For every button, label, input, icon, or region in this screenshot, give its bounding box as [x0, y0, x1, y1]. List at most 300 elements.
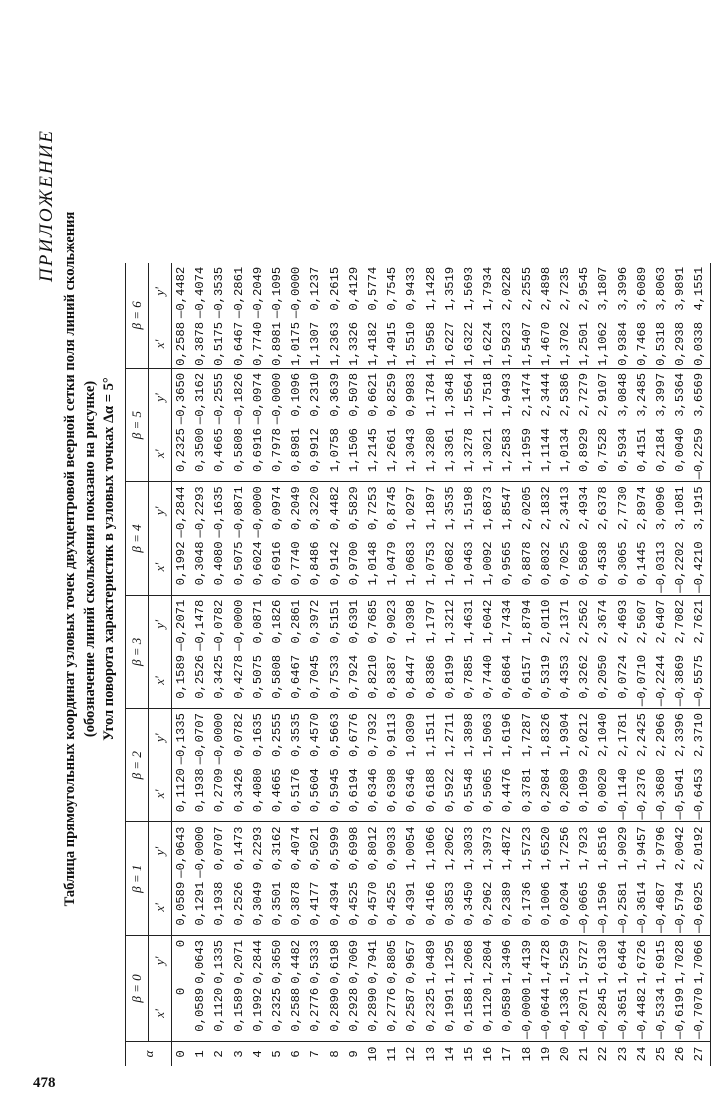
x-cell: 0,4476 — [498, 766, 517, 822]
x-cell: 0,8386 — [422, 653, 441, 709]
appendix-title: ПРИЛОЖЕНИЕ — [36, 129, 57, 282]
x-cell: 0,2587 — [402, 986, 421, 1042]
alpha-cell: 0 — [172, 1042, 192, 1067]
x-cell: 0,2389 — [498, 880, 517, 936]
x-cell: 0,8878 — [518, 539, 537, 595]
x-cell: 1,2661 — [383, 426, 402, 482]
alpha-cell: 16 — [479, 1042, 498, 1067]
x-cell: 0,7924 — [345, 653, 364, 709]
x-cell: 0,1736 — [518, 880, 537, 936]
alpha-cell: 5 — [268, 1042, 287, 1067]
y-cell: 0,7253 — [366, 486, 381, 531]
y-cell: 0,1635 — [250, 713, 265, 757]
x-cell: 0,5922 — [441, 766, 460, 822]
x-cell: 0,5945 — [326, 766, 345, 822]
y-cell: 1,3648 — [442, 372, 457, 417]
y-cell: 2,6378 — [596, 486, 611, 531]
y-cell: 2,1832 — [538, 486, 553, 531]
y-cell: 1,1428 — [423, 266, 438, 311]
table-row — [249, 263, 268, 1066]
x-cell: 0,7440 — [479, 653, 498, 709]
y-cell: 1,5259 — [558, 939, 573, 984]
alpha-cell: 14 — [441, 1042, 460, 1067]
x-cell: 0,6346 — [402, 766, 421, 822]
x-cell: 1,1307 — [306, 320, 325, 368]
y-cell: 3,3997 — [654, 372, 669, 417]
x-cell: —0,2581 — [614, 880, 633, 936]
y-cell: 1,1066 — [423, 826, 438, 871]
y-cell: 2,7621 — [690, 595, 710, 653]
y-cell: 1,6042 — [481, 599, 496, 644]
x-cell: —0,3869 — [671, 653, 690, 709]
y-cell: —0,0000 — [193, 826, 208, 878]
x-cell: 0,1445 — [633, 539, 652, 595]
x-cell: 0,6024 — [249, 539, 268, 595]
x-cell: —0,1140 — [614, 766, 633, 822]
table-caption-line-3: Угол поворота характеристик в узловых точках Δα = 5° — [101, 377, 117, 741]
y-cell: 0,5021 — [308, 826, 323, 871]
y-cell: 2,3674 — [596, 599, 611, 644]
y-cell: 2,9545 — [577, 266, 592, 311]
x-cell: 0,1120 — [210, 986, 229, 1042]
x-cell: —0,5575 — [690, 653, 710, 709]
y-cell: 0,9657 — [404, 939, 419, 984]
x-cell: 0,6864 — [498, 653, 517, 709]
x-cell: 0,3501 — [268, 880, 287, 936]
y-cell: 1,7028 — [673, 939, 688, 984]
x-cell: 0,8981 — [287, 426, 306, 482]
x-cell: 1,4915 — [383, 320, 402, 368]
y-cell: 0,7545 — [385, 266, 400, 311]
alpha-cell: 11 — [383, 1042, 402, 1067]
x-cell: 0,7533 — [326, 653, 345, 709]
x-cell: 0,5548 — [460, 766, 479, 822]
y-cell: —0,0000 — [289, 266, 304, 318]
y-cell: 0,1335 — [212, 939, 227, 984]
y-cell: 0,7932 — [366, 713, 381, 757]
y-cell: 1,9029 — [615, 826, 630, 871]
x-cell: 1,3280 — [422, 426, 441, 482]
y-cell: 0,2555 — [270, 713, 285, 757]
table-caption-line-1: Таблица прямоугольных координат узловых точек двухцентровой веерной сетки поля линий скольжения — [62, 211, 78, 907]
y-cell: 2,8974 — [634, 486, 649, 531]
x-cell: 0,0020 — [594, 766, 613, 822]
y-cell: 3,8063 — [654, 266, 669, 311]
x-cell: 0,3853 — [441, 880, 460, 936]
x-cell: 0,6916 — [268, 539, 287, 595]
table-row — [210, 263, 229, 1066]
alpha-cell: 19 — [537, 1042, 556, 1067]
y-cell: —0,3162 — [193, 372, 208, 425]
y-cell: 2,1781 — [615, 713, 630, 757]
x-cell: 0,1291 — [191, 880, 210, 936]
x-cell: 1,4670 — [537, 320, 556, 368]
page-number: 478 — [33, 1075, 56, 1091]
y-cell: 3,1807 — [596, 266, 611, 311]
y-cell: 1,5063 — [481, 713, 496, 757]
x-cell: 0,0589 — [172, 880, 192, 936]
y-cell: 2,0042 — [673, 826, 688, 871]
x-cell: 0,1991 — [441, 986, 460, 1042]
x-cell: 0,1006 — [537, 880, 556, 936]
y-cell: 0,4482 — [327, 486, 342, 531]
alpha-cell: 23 — [614, 1042, 633, 1067]
y-cell: 2,3396 — [673, 713, 688, 757]
x-cell: 0,6916 — [249, 426, 268, 482]
y-cell: 3,6569 — [690, 368, 710, 426]
y-cell: 0,6198 — [327, 939, 342, 984]
x-cell: 0,1589 — [172, 653, 192, 709]
x-cell: 0,1120 — [172, 766, 192, 822]
y-cell: 0,4482 — [289, 939, 304, 984]
x-cell: 1,0092 — [479, 539, 498, 595]
y-cell: 0,5663 — [327, 713, 342, 757]
x-cell: 0,7025 — [556, 539, 575, 595]
x-cell: 1,0753 — [422, 539, 441, 595]
y-cell: —0,1095 — [270, 266, 285, 318]
y-cell: 0,5774 — [366, 266, 381, 311]
x-cell: —0,4210 — [690, 539, 710, 595]
table-row — [268, 263, 287, 1066]
y-cell: —0,0643 — [174, 826, 188, 878]
alpha-cell: 17 — [498, 1042, 517, 1067]
x-cell: 0,8032 — [537, 539, 556, 595]
y-cell: —0,2555 — [212, 372, 227, 425]
x-cell: —0,2202 — [671, 539, 690, 595]
y-cell: 0,5333 — [308, 939, 323, 984]
x-cell: 0,5318 — [652, 320, 671, 368]
x-cell: 0,1099 — [575, 766, 594, 822]
xy-header-row — [149, 263, 172, 1066]
y-cell: 0,3972 — [308, 599, 323, 644]
x-cell: 1,0479 — [383, 539, 402, 595]
x-cell: 0,4080 — [249, 766, 268, 822]
table-row — [422, 263, 441, 1066]
y-cell: 1,8516 — [596, 826, 611, 871]
x-column-header: x' — [149, 539, 172, 595]
y-cell: 1,6873 — [481, 486, 496, 531]
x-cell: 0,7740 — [287, 539, 306, 595]
x-cell: —0,2244 — [652, 653, 671, 709]
y-cell: 1,9304 — [558, 713, 573, 757]
x-cell: 0,8199 — [441, 653, 460, 709]
x-cell: 0,9142 — [326, 539, 345, 595]
x-cell: 1,6322 — [460, 320, 479, 368]
x-cell: 0,5075 — [230, 539, 249, 595]
x-cell: 0,0589 — [498, 986, 517, 1042]
y-cell: 1,7287 — [519, 713, 534, 757]
table-row — [594, 263, 613, 1066]
beta-header-4: β = 4 — [126, 482, 149, 595]
x-cell: —0,0665 — [575, 880, 594, 936]
y-cell: 1,3535 — [442, 486, 457, 531]
x-cell: —0,6199 — [671, 986, 690, 1042]
y-cell: —0,3650 — [174, 372, 188, 425]
y-cell: —0,0782 — [212, 599, 227, 651]
y-cell: 2,7235 — [558, 266, 573, 311]
x-cell: —0,2071 — [575, 986, 594, 1042]
table-row — [326, 263, 345, 1066]
x-cell: 0,5860 — [575, 539, 594, 595]
table-row — [402, 263, 421, 1066]
alpha-cell: 24 — [633, 1042, 652, 1067]
x-cell: 1,2583 — [498, 426, 517, 482]
beta-header-0: β = 0 — [126, 935, 149, 1041]
x-cell: 1,3326 — [345, 320, 364, 368]
y-cell: 2,5607 — [634, 599, 649, 644]
x-cell: 1,0682 — [441, 539, 460, 595]
x-cell: 0,2588 — [172, 320, 192, 368]
y-cell: 1,0398 — [404, 599, 419, 644]
y-cell: 3,6089 — [634, 266, 649, 311]
alpha-cell: 6 — [287, 1042, 306, 1067]
x-cell: 0,3878 — [287, 880, 306, 936]
y-cell: 0,6776 — [346, 713, 361, 757]
y-cell: 0,0871 — [250, 599, 265, 644]
x-cell: —0,5041 — [671, 766, 690, 822]
y-cell: 1,8794 — [519, 599, 534, 644]
y-cell: 0,4570 — [308, 713, 323, 757]
table-row — [518, 263, 537, 1066]
x-cell: 0,9912 — [306, 426, 325, 482]
y-cell: 0,2615 — [327, 266, 342, 311]
y-cell: —0,2293 — [193, 486, 208, 538]
y-cell: 1,1295 — [442, 939, 457, 984]
y-cell: —0,0000 — [250, 486, 265, 538]
y-cell: 1,7923 — [577, 826, 592, 871]
alpha-cell: 4 — [249, 1042, 268, 1067]
y-cell: 1,0297 — [404, 486, 419, 531]
y-cell: —0,0000 — [231, 599, 246, 651]
x-cell: 0,3262 — [575, 653, 594, 709]
y-cell: 3,0096 — [654, 486, 669, 531]
x-cell: 0,4665 — [210, 426, 229, 482]
x-cell: 0,7528 — [594, 426, 613, 482]
x-cell: —0,2845 — [594, 986, 613, 1042]
y-cell: 1,6915 — [654, 939, 669, 984]
x-cell: 0,2890 — [326, 986, 345, 1042]
y-cell: 2,2562 — [577, 599, 592, 644]
y-cell: 0,8805 — [385, 939, 400, 984]
x-cell: 0,4525 — [383, 880, 402, 936]
x-cell: 0,2089 — [556, 766, 575, 822]
y-cell: 0,3162 — [270, 826, 285, 871]
y-cell: —0,2861 — [231, 266, 246, 318]
alpha-cell: 10 — [364, 1042, 383, 1067]
x-cell: 0,2984 — [537, 766, 556, 822]
y-cell: 2,5386 — [558, 372, 573, 417]
y-cell: 0,8745 — [385, 486, 400, 531]
x-cell: 0,6398 — [383, 766, 402, 822]
x-cell: 1,6224 — [479, 320, 498, 368]
y-cell: 3,1915 — [690, 482, 710, 540]
y-cell: 1,7518 — [481, 372, 496, 417]
y-cell: —0,3535 — [212, 266, 227, 318]
x-cell: 1,1959 — [518, 426, 537, 482]
x-cell: 0,6157 — [518, 653, 537, 709]
alpha-cell: 9 — [345, 1042, 364, 1067]
table-row — [345, 263, 364, 1066]
y-cell: 1,6726 — [634, 939, 649, 984]
x-cell: 0,0040 — [671, 426, 690, 482]
x-cell: —0,3614 — [633, 880, 652, 936]
y-cell: 1,3898 — [462, 713, 477, 757]
x-cell: 1,3021 — [479, 426, 498, 482]
x-cell: —0,4482 — [633, 986, 652, 1042]
alpha-cell: 26 — [671, 1042, 690, 1067]
x-cell: 0,6467 — [287, 653, 306, 709]
x-cell: 1,1144 — [537, 426, 556, 482]
y-cell: 0,5829 — [346, 486, 361, 531]
x-cell: 0,5604 — [306, 766, 325, 822]
table-row — [498, 263, 517, 1066]
alpha-cell: 8 — [326, 1042, 345, 1067]
y-cell: 1,9796 — [654, 826, 669, 871]
alpha-cell: 27 — [690, 1042, 710, 1067]
x-cell: 0,2890 — [364, 986, 383, 1042]
x-cell: 1,5407 — [518, 320, 537, 368]
table-row — [671, 263, 690, 1066]
y-cell: 1,7934 — [481, 266, 496, 311]
y-cell: 4,1551 — [690, 263, 710, 320]
y-cell: 0,1473 — [231, 826, 246, 871]
x-cell: 0,2776 — [306, 986, 325, 1042]
alpha-cell: 22 — [594, 1042, 613, 1067]
y-cell: 1,2804 — [481, 939, 496, 984]
table-row — [537, 263, 556, 1066]
x-column-header: x' — [149, 653, 172, 709]
table-row — [556, 263, 575, 1066]
y-cell: —0,1826 — [231, 372, 246, 425]
y-cell: 3,2485 — [634, 372, 649, 417]
x-cell: 0,3426 — [230, 766, 249, 822]
x-column-header: x' — [149, 766, 172, 822]
y-cell: 1,5693 — [462, 266, 477, 311]
table-body — [172, 263, 711, 1066]
x-cell: 1,0175 — [287, 320, 306, 368]
table-row — [614, 263, 633, 1066]
x-cell: 0,6194 — [345, 766, 364, 822]
x-cell: 0,3781 — [518, 766, 537, 822]
alpha-cell: 18 — [518, 1042, 537, 1067]
x-column-header: x' — [149, 426, 172, 482]
y-cell: 2,2425 — [634, 713, 649, 757]
y-column-header: y' — [149, 482, 172, 540]
table-row — [441, 263, 460, 1066]
y-column-header: y' — [149, 709, 172, 767]
x-cell: 0,5176 — [287, 766, 306, 822]
x-cell: 0,5808 — [230, 426, 249, 482]
y-cell: 1,2711 — [442, 713, 457, 757]
x-cell: 0,5065 — [479, 766, 498, 822]
x-cell: 0,5075 — [249, 653, 268, 709]
y-cell: 1,4728 — [538, 939, 553, 984]
x-cell: 0,4080 — [210, 539, 229, 595]
x-cell: 0,3065 — [614, 539, 633, 595]
beta-header-6: β = 6 — [126, 263, 149, 369]
x-cell: 0,1120 — [479, 986, 498, 1042]
y-cell: —0,0871 — [231, 486, 246, 538]
alpha-header: α — [126, 1042, 172, 1067]
x-cell: 0,2588 — [287, 986, 306, 1042]
y-cell: 0,0782 — [231, 713, 246, 757]
x-cell: 0,8387 — [383, 653, 402, 709]
x-cell: 0,2184 — [652, 426, 671, 482]
table-row — [306, 263, 325, 1066]
x-cell: 0,7468 — [633, 320, 652, 368]
table-row — [460, 263, 479, 1066]
y-cell: 1,1511 — [423, 713, 438, 757]
x-cell: 1,5923 — [498, 320, 517, 368]
y-cell: 2,2966 — [654, 713, 669, 757]
y-cell: 1,7066 — [690, 935, 710, 985]
y-cell: 2,0110 — [538, 599, 553, 644]
x-column-header: x' — [149, 880, 172, 936]
table-row — [479, 263, 498, 1066]
y-cell: 1,5564 — [462, 372, 477, 417]
x-cell: 0,1938 — [191, 766, 210, 822]
x-cell: 0,2526 — [191, 653, 210, 709]
x-cell: 1,4182 — [364, 320, 383, 368]
beta-header-row — [126, 263, 149, 1066]
x-cell: 1,1062 — [594, 320, 613, 368]
y-column-header: y' — [149, 263, 172, 320]
y-cell: —0,0707 — [193, 713, 208, 765]
alpha-cell: 15 — [460, 1042, 479, 1067]
x-cell: 0,9384 — [614, 320, 633, 368]
x-cell: 0,4166 — [422, 880, 441, 936]
table-row — [172, 263, 192, 1066]
y-cell: —0,2071 — [174, 599, 188, 651]
y-cell: 2,1040 — [596, 713, 611, 757]
x-cell: —0,0000 — [518, 986, 537, 1042]
x-cell: —0,0710 — [633, 653, 652, 709]
y-cell: 0,0643 — [193, 939, 208, 984]
x-cell: 0,4391 — [402, 880, 421, 936]
y-cell: 1,9493 — [500, 372, 515, 417]
y-cell: 1,8547 — [500, 486, 515, 531]
y-cell: 0,6391 — [346, 599, 361, 644]
x-cell: —0,2376 — [633, 766, 652, 822]
y-cell: 0,1096 — [289, 372, 304, 417]
table-row — [652, 263, 671, 1066]
x-cell: 0,3450 — [460, 880, 479, 936]
y-cell: 0,3220 — [308, 486, 323, 531]
x-cell: 0,4177 — [306, 880, 325, 936]
y-cell: 2,4898 — [538, 266, 553, 311]
table-row — [287, 263, 306, 1066]
coordinates-table — [125, 263, 711, 1066]
y-cell: 0,4129 — [346, 266, 361, 311]
x-cell: 0,6188 — [422, 766, 441, 822]
x-cell: —0,6453 — [690, 766, 710, 822]
x-cell: 1,0134 — [556, 426, 575, 482]
x-cell: 0,4151 — [633, 426, 652, 482]
y-cell: 1,4872 — [500, 826, 515, 871]
x-cell: —0,6925 — [690, 880, 710, 936]
x-cell: —0,1596 — [594, 880, 613, 936]
x-cell: 0,4394 — [326, 880, 345, 936]
x-cell: 0,2938 — [671, 320, 690, 368]
x-cell: 0,4278 — [230, 653, 249, 709]
x-cell: 0,5808 — [268, 653, 287, 709]
y-cell: 0,2310 — [308, 372, 323, 417]
table-row — [230, 263, 249, 1066]
x-cell: 1,1506 — [345, 426, 364, 482]
y-cell: 0,0974 — [270, 486, 285, 531]
x-cell: 0,1938 — [210, 880, 229, 936]
x-cell: —0,0644 — [537, 986, 556, 1042]
